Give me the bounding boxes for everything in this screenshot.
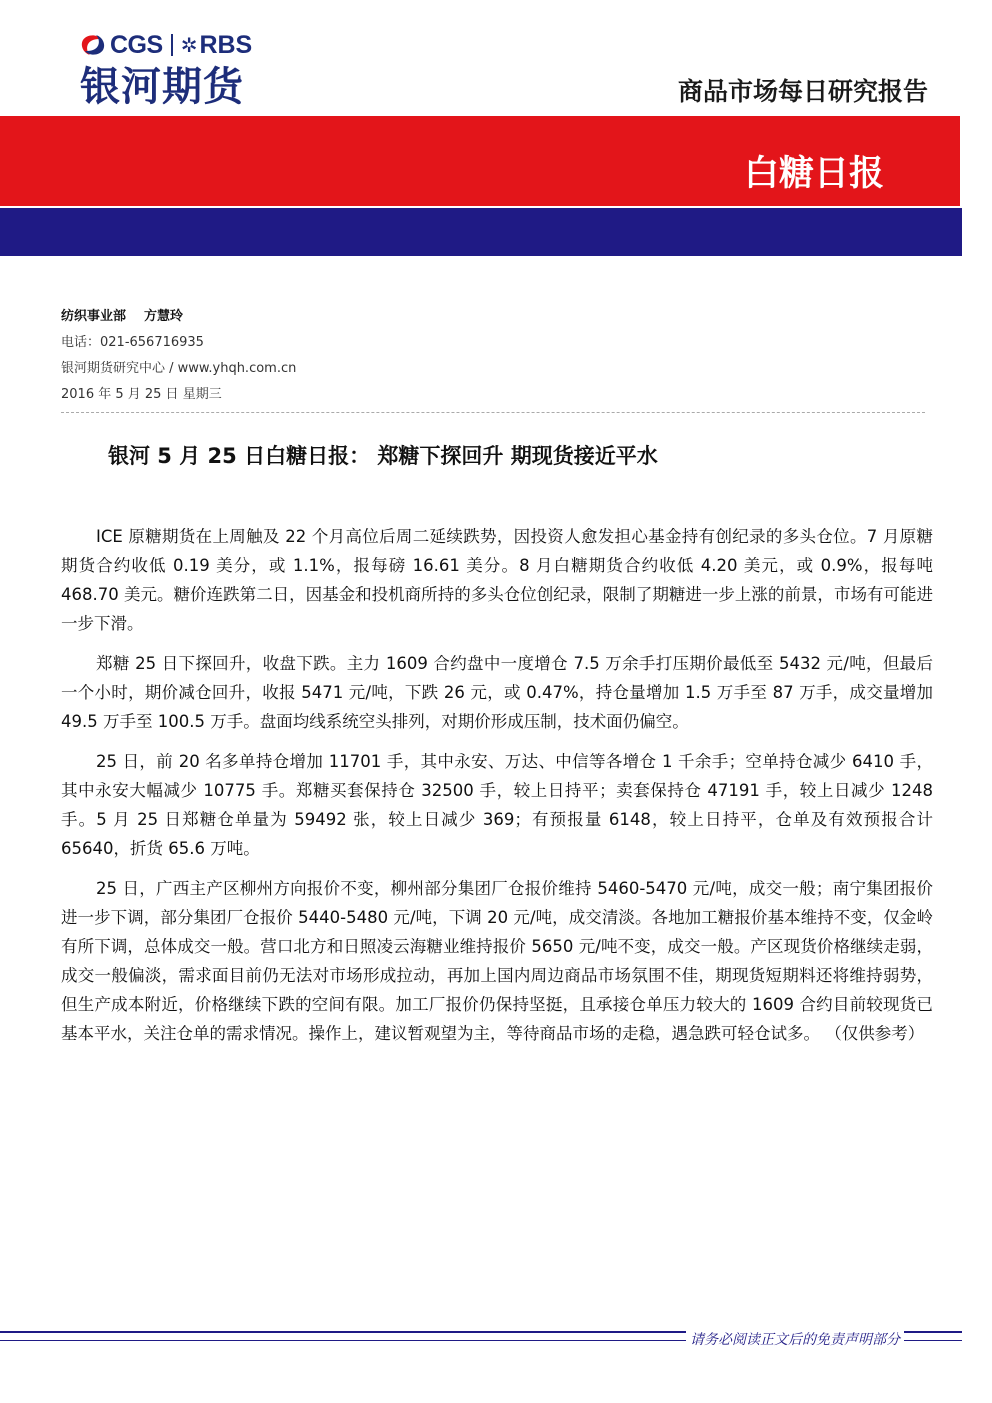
phone: 电话：021-656716935 (61, 335, 204, 350)
divider (61, 412, 925, 413)
author-info (61, 304, 296, 408)
paragraph: 25 日，前 20 名多单持仓增加 11701 手，其中永安、万达、中信等各增仓 1 千余手；空单持仓减少 6410 手，其中永安大幅减少 10775 手。郑糖买套保持仓 32500 手，较上日持平；卖套保持仓 47191 手，较上日减少 1248 手。5 月 25 日郑糖仓单量为 59492 张，较上日减少 369；有预报量 6148，较上日持平，仓单及有效预报合计 65640，折货 65.6 万吨。 (61, 752, 933, 858)
report-title: 白糖日报 (744, 154, 885, 194)
logo-divider (171, 34, 173, 56)
research-center: 银河期货研究中心 (61, 361, 166, 376)
logo-cgs-text: CGS (110, 30, 163, 59)
article-body (61, 522, 933, 1059)
disclaimer-note: 请务必阅读正文后的免责声明部分 (686, 1329, 904, 1349)
company-logo (80, 30, 252, 112)
article-headline: 银河 5 月 25 日白糖日报： 郑糖下探回升 期现货接近平水 (108, 444, 658, 468)
rbs-mark-icon: ✲ (180, 33, 198, 57)
cgs-swirl-icon (80, 33, 106, 57)
paragraph: ICE 原糖期货在上周触及 22 个月高位后周二延续跌势，因投资人愈发担心基金持有创纪录的多头仓位。7 月原糖期货合约收低 0.19 美分，或 1.1%，报每磅 16.61 美分。8 月白糖期货合约收低 4.20 美元，或 0.9%，报每吨 468.70 美元。糖价连跌第二日，因基金和投机商所持的多头仓位创纪录，限制了期糖进一步上涨的前景，市场有可能进一步下滑。 (61, 527, 933, 633)
author-line (61, 304, 296, 330)
logo-chinese-name: 银河期货 (80, 64, 244, 110)
report-date: 2016 年 5 月 25 日 星期三 (61, 387, 222, 402)
logo-rbs-text: RBS (199, 30, 253, 59)
header-blue-band (0, 208, 962, 256)
report-series-title: 商品市场每日研究报告 (677, 77, 928, 106)
paragraph: 郑糖 25 日下探回升，收盘下跌。主力 1609 合约盘中一度增仓 7.5 万余手打压期价最低至 5432 元/吨，但最后一个小时，期价减仓回升，收报 5471 元/吨，下跌 26 元，或 0.47%，持仓量增加 1.5 万手至 87 万手，成交量增加 49.5 万手至 100.5 万手。盘面均线系统空头排列，对期价形成压制，技术面仍偏空。 (61, 654, 933, 731)
website-link[interactable]: www.yhqh.com.cn (177, 361, 297, 376)
logo-en-row (80, 30, 252, 60)
department: 纺织事业部 (61, 309, 127, 324)
paragraph: 25 日，广西主产区柳州方向报价不变，柳州部分集团厂仓报价维持 5460-5470 元/吨，成交一般；南宁集团报价进一步下调，部分集团厂仓报价 5440-5480 元/吨，下调 20 元/吨，成交清淡。各地加工糖报价基本维持不变，仅金岭有所下调，总体成交一般。营口北方和日照凌云海糖业维持报价 5650 元/吨不变，成交一般。产区现货价格继续走弱，成交一般偏淡，需求面目前仍无法对市场形成拉动，再加上国内周边商品市场氛围不佳，期现货短期料还将维持弱势，但生产成本附近，价格继续下跌的空间有限。加工厂报价仍保持坚挺，且承接仓单压力较大的 1609 合约目前较现货已基本平水，关注仓单的需求情况。操作上，建议暂观望为主，等待商品市场的走稳，遇急跌可轻仓试多。 （仅供参考） (61, 879, 933, 1043)
research-center-line: 银河期货研究中心 / www.yhqh.com.cn (61, 361, 297, 376)
author-name: 方慧玲 (144, 309, 184, 324)
